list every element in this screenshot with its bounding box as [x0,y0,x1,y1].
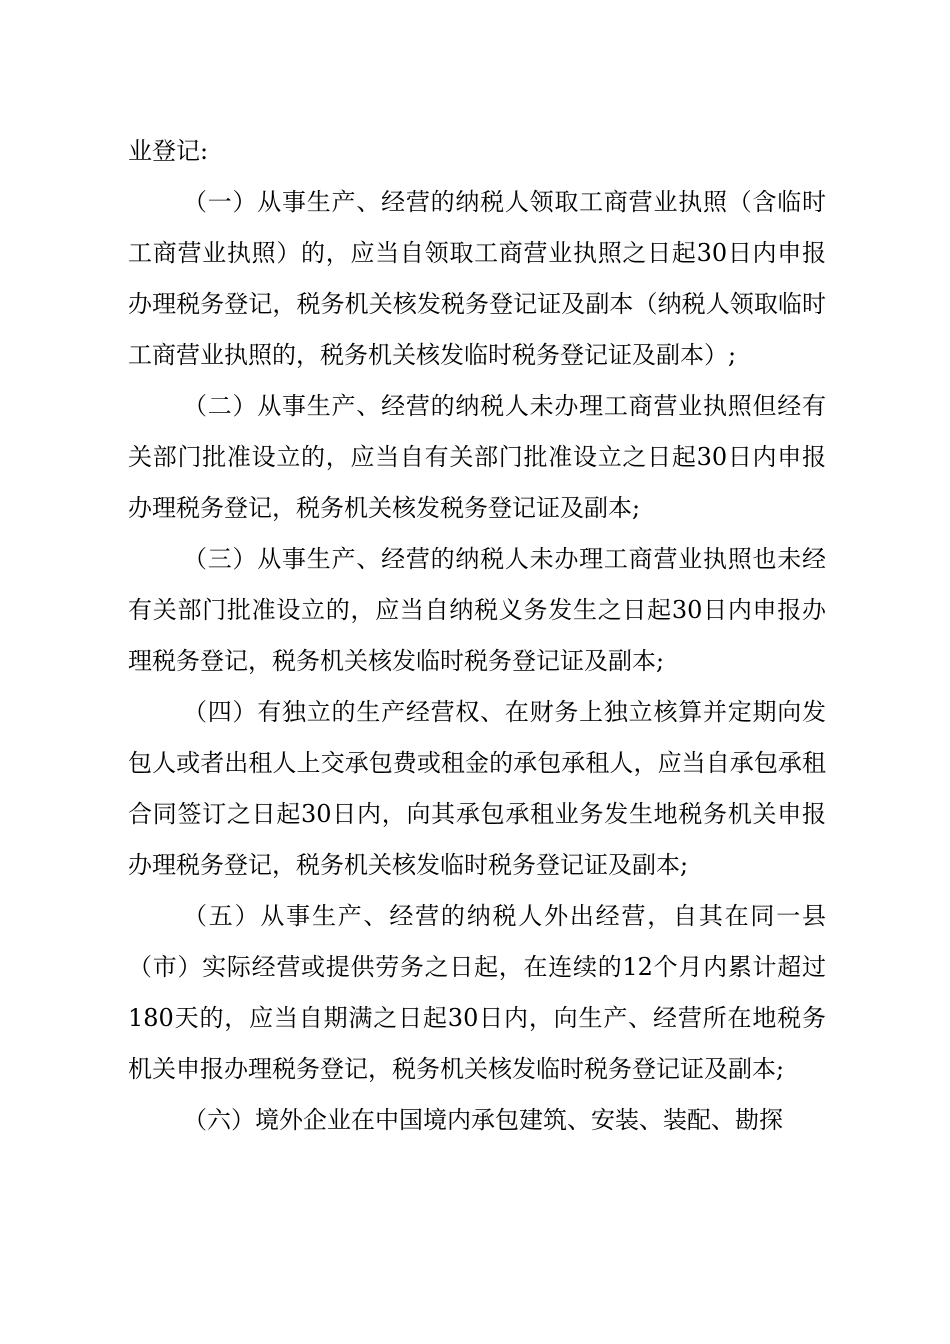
document-body [128,126,826,1146]
paragraph-item-1: （一）从事生产、经营的纳税人领取工商营业执照（含临时工商营业执照）的，应当自领取工商营业执照之日起30日内申报办理税务登记，税务机关核发税务登记证及副本（纳税人领取临时工商营业执照的，税务机关核发临时税务登记证及副本）; [128,188,826,369]
paragraph-item-5: （五）从事生产、经营的纳税人外出经营，自其在同一县（市）实际经营或提供劳务之日起，在连续的12个月内累计超过180天的，应当自期满之日起30日内，向生产、经营所在地税务机关申报办理税务登记，税务机关核发临时税务登记证及副本; [128,902,826,1083]
paragraph-continuation: 业登记: [128,137,209,165]
paragraph-item-2: （二）从事生产、经营的纳税人未办理工商营业执照但经有关部门批准设立的，应当自有关部门批准设立之日起30日内申报办理税务登记，税务机关核发税务登记证及副本; [128,392,826,522]
paragraph-item-3: （三）从事生产、经营的纳税人未办理工商营业执照也未经有关部门批准设立的，应当自纳税义务发生之日起30日内申报办理税务登记，税务机关核发临时税务登记证及副本; [128,545,826,675]
paragraph-item-6: （六）境外企业在中国境内承包建筑、安装、装配、勘探 [183,1106,783,1134]
paragraph-item-4: （四）有独立的生产经营权、在财务上独立核算并定期向发包人或者出租人上交承包费或租金的承包承租人，应当自承包承租合同签订之日起30日内，向其承包承租业务发生地税务机关申报办理税务登记，税务机关核发临时税务登记证及副本; [128,698,826,879]
